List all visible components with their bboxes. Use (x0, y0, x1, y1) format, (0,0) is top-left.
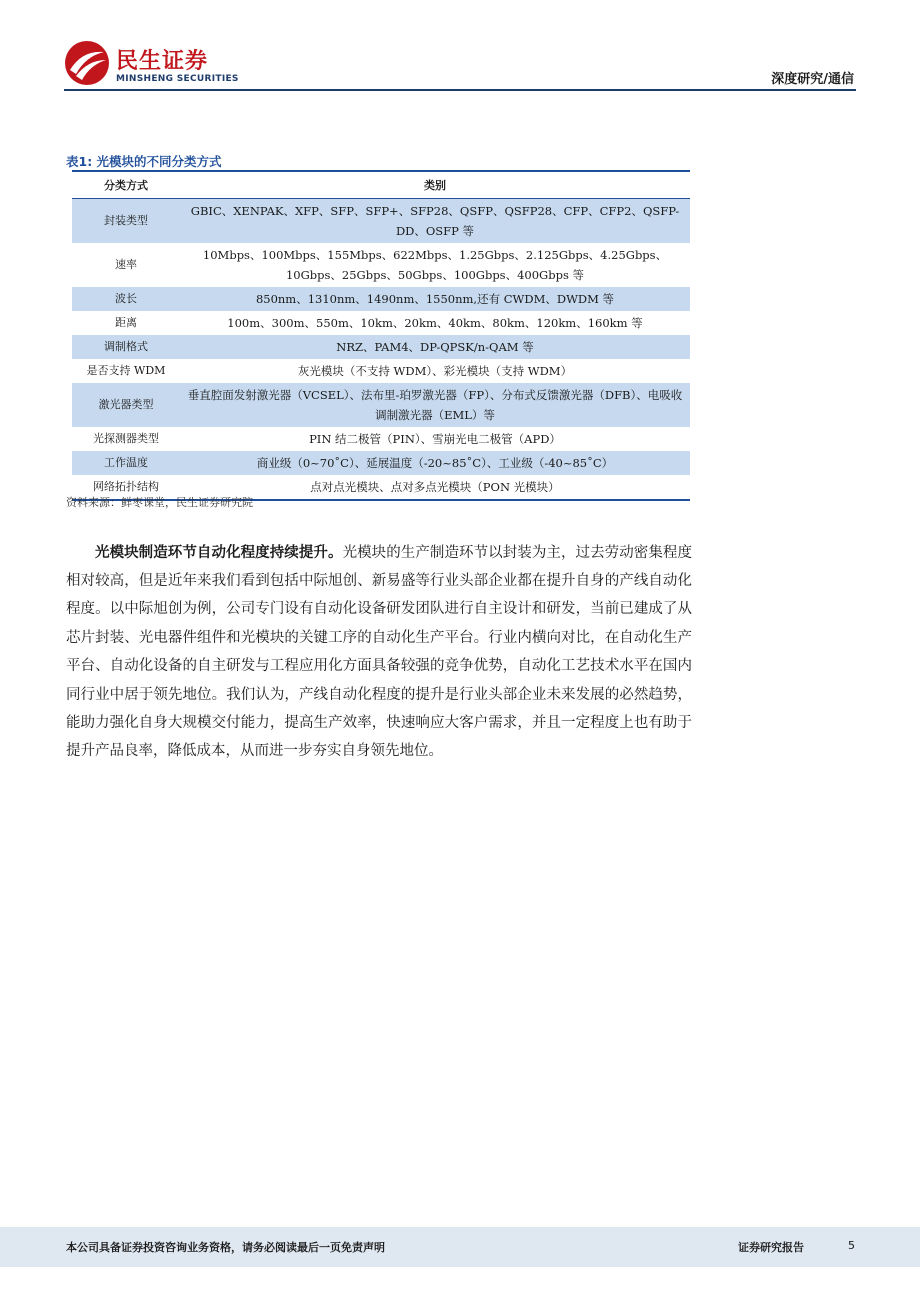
header-divider (64, 89, 856, 91)
row-category: 10Mbps、100Mbps、155Mbps、622Mbps、1.25Gbps、2.125Gbps、4.25Gbps、10Gbps、25Gbps、50Gbps、100Gbps、400Gbps 等 (202, 248, 668, 282)
row-method: 速率 (115, 258, 137, 271)
footer-disclaimer: 本公司具备证券投资咨询业务资格，请务必阅读最后一页免责声明 (66, 1241, 385, 1254)
table-title: 表1: 光模块的不同分类方式 (66, 154, 222, 169)
table-row (72, 287, 690, 311)
row-category: 商业级（0~70˚C）、延展温度（-20~85˚C）、工业级（-40~85˚C） (180, 451, 690, 475)
row-category: NRZ、PAM4、DP-QPSK/n-QAM 等 (180, 335, 690, 359)
row-method: 网络拓扑结构 (72, 475, 180, 500)
table-row (72, 243, 690, 287)
body-paragraph (66, 539, 692, 766)
minsheng-logo-icon (64, 40, 110, 86)
table-row (72, 451, 690, 475)
row-category: GBIC、XENPAK、XFP、SFP、SFP+、SFP28、QSFP、QSFP28、CFP、CFP2、QSFP-DD、OSFP 等 (180, 199, 690, 244)
row-category: 垂直腔面发射激光器（VCSEL）、法布里-珀罗激光器（FP）、分布式反馈激光器（DFB）、电吸收调制激光器（EML）等 (180, 383, 690, 427)
table-row (72, 199, 690, 244)
table-row (72, 335, 690, 359)
classification-table-wrapper (72, 170, 690, 501)
page-footer (0, 1227, 920, 1267)
brand-name-en: MINSHENG SECURITIES (116, 74, 239, 84)
section-tag: 深度研究/通信 (771, 72, 854, 87)
row-method: 激光器类型 (72, 383, 180, 427)
row-method: 距离 (115, 316, 137, 329)
row-method: 工作温度 (72, 451, 180, 475)
table-row (72, 383, 690, 427)
row-category: 100m、300m、550m、10km、20km、40km、80km、120km、160km 等 (227, 316, 643, 330)
row-category: 灰光模块（不支持 WDM）、彩光模块（支持 WDM） (297, 364, 573, 378)
row-category: 点对点光模块、点对多点光模块（PON 光模块） (180, 475, 690, 500)
paragraph-text: 光模块的生产制造环节以封装为主，过去劳动密集程度相对较高，但是近年来我们看到包括中际旭创、新易盛等行业头部企业都在提升自身的产线自动化程度。以中际旭创为例，公司专门设有自动化设备研发团队进行自主设计和研发，当前已建成了从芯片封装、光电器件组件和光模块的关键工序的自动化生产平台。行业内横向对比，在自动化生产平台、自动化设备的自主研发与工程应用化方面具备较强的竞争优势，自动化工艺技术水平在国内同行业中居于领先地位。我们认为，产线自动化程度的提升是行业头部企业未来发展的必然趋势，能助力强化自身大规模交付能力，提高生产效率，快速响应大客户需求，并且一定程度上也有助于提升产品良率，降低成本，从而进一步夯实自身领先地位。 (66, 544, 692, 760)
row-category: 850nm、1310nm、1490nm、1550nm,还有 CWDM、DWDM 等 (180, 287, 690, 311)
page-number: 5 (848, 1239, 855, 1252)
table-row (72, 311, 690, 335)
row-method: 波长 (72, 287, 180, 311)
row-method: 是否支持 WDM (86, 364, 166, 377)
row-method: 调制格式 (72, 335, 180, 359)
row-method: 封装类型 (72, 199, 180, 244)
table-source-note: 资料来源：鲜枣课堂，民生证券研究院 (66, 496, 253, 509)
brand-name-cn: 民生证券 (116, 49, 209, 74)
classification-table (72, 170, 690, 501)
header-method: 分类方式 (72, 171, 180, 199)
footer-report-type: 证券研究报告 (738, 1241, 804, 1254)
paragraph-lead: 光模块制造环节自动化程度持续提升。 (95, 544, 343, 561)
table-row (72, 359, 690, 383)
page-header (0, 0, 920, 100)
row-method: 光探测器类型 (93, 432, 159, 445)
row-category: PIN 结二极管（PIN）、雪崩光电二极管（APD） (309, 432, 561, 446)
table-row (72, 427, 690, 451)
header-category: 类别 (180, 171, 690, 199)
table-header-row (72, 171, 690, 199)
